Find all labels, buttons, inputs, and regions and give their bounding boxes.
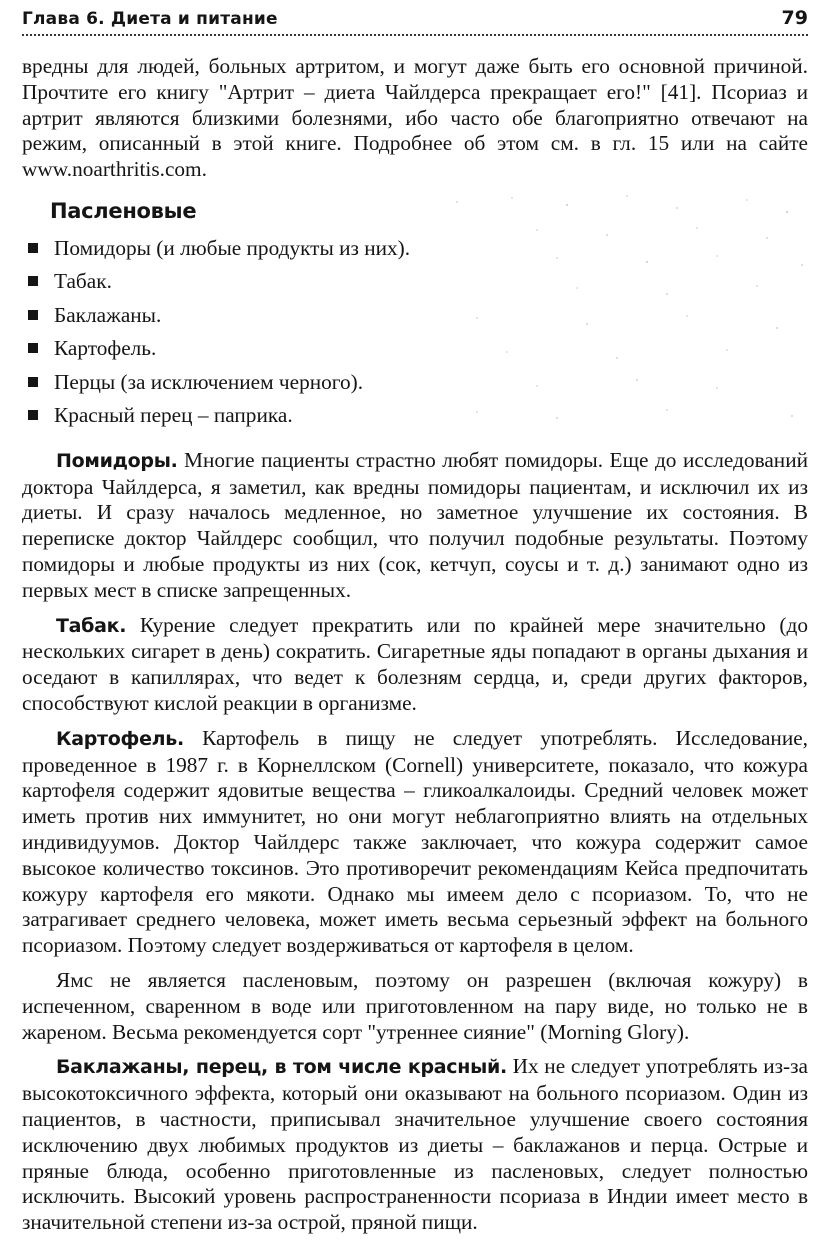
book-page	[22, 0, 808, 1243]
paragraph-lead: Табак.	[56, 614, 127, 637]
paragraph-text: Курение следует прекратить или по крайней мере значительно (до нескольких сигарет в день) сократить. Сигаретные яды попадают в органы дыхания и оседают в капиллярах, что ведет к болезням сердца, и, среди других факторов, способствуют кислой реакции в организме.	[22, 612, 808, 715]
bullet-square-icon	[28, 276, 38, 286]
list-item-text: Табак.	[54, 269, 112, 294]
bullet-square-icon	[28, 410, 38, 420]
paragraph-text: Ямс не является пасленовым, поэтому он разрешен (включая кожуру) в испеченном, сваренном в воде или приготовленном на пару виде, но только не в жареном. Весьма рекомендуется сорт "утреннее сияние" (Morning Glory).	[22, 967, 808, 1044]
bullet-square-icon	[28, 377, 38, 387]
bleed-through-speckle	[417, 190, 827, 430]
paragraph-lead: Помидоры.	[56, 449, 178, 472]
section-heading: Пасленовые	[50, 198, 197, 223]
list-item-text: Помидоры (и любые продукты из них).	[54, 235, 411, 260]
paragraph-tobacco	[22, 613, 808, 717]
running-header	[22, 8, 808, 36]
paragraph-eggplant-pepper	[22, 1054, 808, 1236]
page-number: 79	[781, 7, 808, 29]
bullet-square-icon	[28, 343, 38, 353]
paragraph-lead: Картофель.	[56, 727, 184, 750]
paragraph-text: Многие пациенты страстно любят помидоры. Еще до исследований доктора Чайлдерса, я заметил, как вредны помидоры пациентам, и исключил их из диеты. И сразу началось медленное, но заметное улучшение их состояния. В переписке доктор Чайлдерс сообщил, что получил подобные результаты. Поэтому помидоры и любые продукты из них (сок, кетчуп, соусы и т. д.) занимают одно из первых мест в списке запрещенных.	[22, 447, 808, 602]
intro-paragraph: вредны для людей, больных артритом, и могут даже быть его основной причиной. Прочтите его книгу "Артрит – диета Чайлдерса прекращает его!" [41]. Псориаз и артрит являются близкими болезнями, ибо часто обе благоприятно отвечают на режим, описанный в этой книге. Подробнее об этом см. в гл. 15 или на сайте www.noarthritis.com.	[22, 54, 808, 182]
paragraph-yams	[22, 968, 808, 1045]
list-item-text: Баклажаны.	[54, 302, 162, 327]
chapter-title: Глава 6. Диета и питание	[22, 9, 278, 29]
paragraph-tomatoes	[22, 448, 808, 604]
bullet-square-icon	[28, 310, 38, 320]
paragraph-lead: Баклажаны, перец, в том числе красный.	[56, 1056, 507, 1079]
paragraph-potato	[22, 726, 808, 959]
list-item-text: Перцы (за исключением черного).	[54, 369, 364, 394]
paragraph-text: Их не следует употреблять из-за высокотоксичного эффекта, который они оказывают на больного псориазом. Один из пациентов, в частности, приписывал значительное улучшение своего состояния исключению двух любимых продуктов из диеты – баклажанов и перца. Острые и пряные блюда, особенно приготовленные из пасленовых, следует полностью исключить. Высокий уровень распространенности псориаза в Индии имеет место в значительной степени из-за острой, пряной пищи.	[22, 1054, 808, 1235]
bullet-square-icon	[28, 243, 38, 253]
list-item-text: Красный перец – паприка.	[54, 403, 293, 428]
list-item-text: Картофель.	[54, 336, 157, 361]
paragraph-text: Картофель в пищу не следует употреблять. Исследование, проведенное в 1987 г. в Корнеллском (Cornell) университете, показало, что кожура картофеля содержит ядовитые вещества – гликоалкалоиды. Средний человек может иметь против них иммунитет, но они могут неблагоприятно влиять на отдельных индивидуумов. Доктор Чайлдерс также заключает, что кожура содержит самое высокое количество токсинов. Это противоречит рекомендациям Кейса предпочитать кожуру картофеля его мякоти. Однако мы имеем дело с псориазом. То, что не затрагивает среднего человека, может иметь весьма серьезный эффект на больного псориазом. Поэтому следует воздерживаться от картофеля в целом.	[22, 725, 808, 958]
